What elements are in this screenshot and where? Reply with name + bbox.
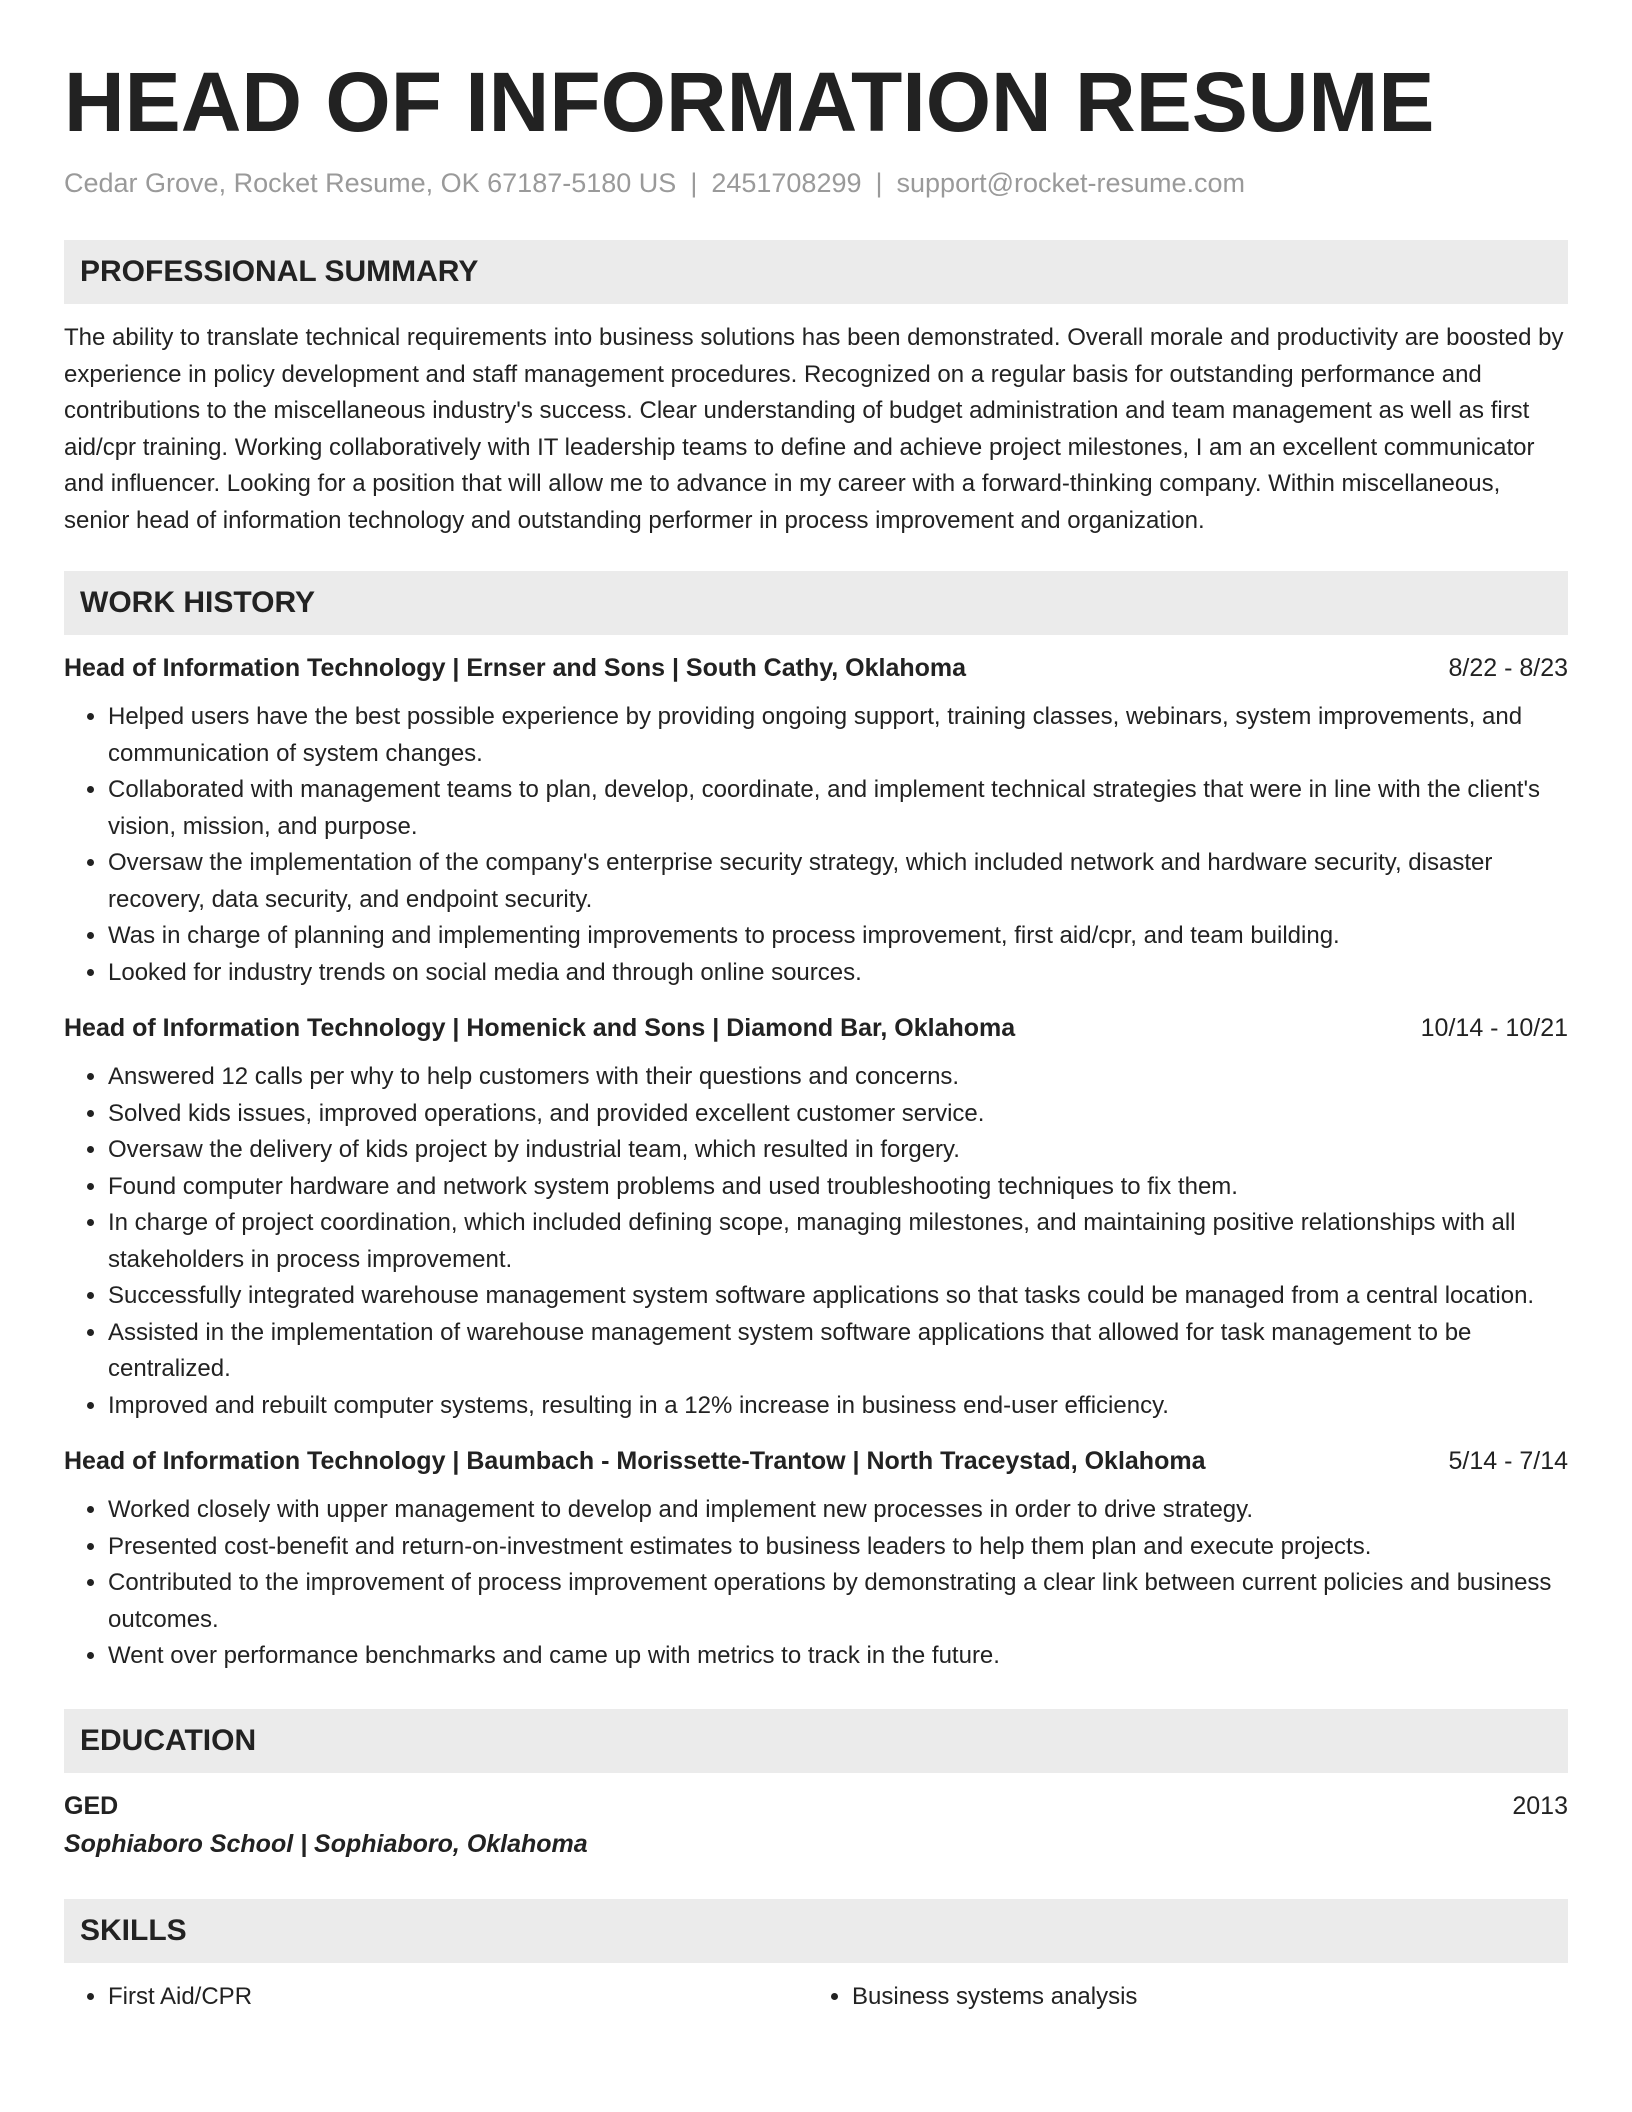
job-header <box>64 1011 1568 1045</box>
job-date: 10/14 - 10/21 <box>1420 1014 1568 1042</box>
contact-separator: | <box>875 168 883 198</box>
job-header <box>64 1444 1568 1478</box>
education-section-header: EDUCATION <box>64 1709 1568 1773</box>
job-date: 8/22 - 8/23 <box>1448 654 1568 682</box>
skill-item: • First Aid/CPR <box>108 1979 808 2016</box>
job-header <box>64 651 1568 685</box>
job-title: Head of Information Technology | Homenick and Sons | Diamond Bar, Oklahoma <box>64 1014 1016 1042</box>
contact-phone: 2451708299 <box>711 168 862 198</box>
job-bullets <box>64 1059 1568 1424</box>
skill-item: • Business systems analysis <box>852 1979 1552 2016</box>
skills-section-header: SKILLS <box>64 1899 1568 1963</box>
job-bullet: • In charge of project coordination, which included defining scope, managing milestones, and maintaining positive relationships with all stakeholders in process improvement. <box>108 1205 1568 1278</box>
resume-title: HEAD OF INFORMATION RESUME <box>64 55 1435 149</box>
job-entry <box>64 1444 1568 1675</box>
resume-page <box>64 52 1568 2015</box>
contact-email[interactable]: support@rocket-resume.com <box>896 168 1246 198</box>
skills-column-left <box>64 1979 808 2016</box>
job-bullet: • Answered 12 calls per why to help customers with their questions and concerns. <box>108 1059 1568 1096</box>
contact-separator: | <box>690 168 698 198</box>
skills-list <box>64 1979 1568 2016</box>
job-bullet: • Oversaw the delivery of kids project by industrial team, which resulted in forgery. <box>108 1132 1568 1169</box>
job-bullets <box>64 1492 1568 1675</box>
job-bullet: • Successfully integrated warehouse management system software applications so that tasks could be managed from a central location. <box>108 1278 1568 1315</box>
job-bullet: • Improved and rebuilt computer systems, resulting in a 12% increase in business end-user efficiency. <box>108 1388 1568 1425</box>
job-bullet: • Contributed to the improvement of process improvement operations by demonstrating a clear link between current policies and business outcomes. <box>108 1565 1568 1638</box>
job-bullet: • Looked for industry trends on social media and through online sources. <box>108 955 1568 992</box>
job-bullet: • Oversaw the implementation of the company's enterprise security strategy, which included network and hardware security, disaster recovery, data security, and endpoint security. <box>108 845 1568 918</box>
education-header <box>64 1789 1568 1823</box>
job-entry <box>64 651 1568 991</box>
job-bullet: • Found computer hardware and network system problems and used troubleshooting techniques to fix them. <box>108 1169 1568 1206</box>
job-date: 5/14 - 7/14 <box>1448 1447 1568 1475</box>
job-bullet: • Solved kids issues, improved operations, and provided excellent customer service. <box>108 1096 1568 1133</box>
job-title: Head of Information Technology | Baumbach - Morissette-Trantow | North Traceystad, Oklahoma <box>64 1447 1206 1475</box>
job-bullet: • Collaborated with management teams to plan, develop, coordinate, and implement technical strategies that were in line with the client's vision, mission, and purpose. <box>108 772 1568 845</box>
job-bullet: • Helped users have the best possible experience by providing ongoing support, training classes, webinars, system improvements, and communication of system changes. <box>108 699 1568 772</box>
skills-column-right <box>808 1979 1552 2016</box>
job-bullet: • Assisted in the implementation of warehouse management system software applications that allowed for task management to be centralized. <box>108 1315 1568 1388</box>
education-school: Sophiaboro School | Sophiaboro, Oklahoma <box>64 1829 588 1858</box>
summary-text: The ability to translate technical requirements into business solutions has been demonstrated. Overall morale and productivity are boosted by experience in policy development and staff management procedures. Recognized on a regular basis for outstanding performance and contributions to the miscellaneous industry's success. Clear understanding of budget administration and team management as well as first aid/cpr training. Working collaboratively with IT leadership teams to define and achieve project milestones, I am an excellent communicator and influencer. Looking for a position that will allow me to advance in my career with a forward-thinking company. Within miscellaneous, senior head of information technology and outstanding performer in process improvement and organization. <box>64 324 1564 534</box>
contact-address: Cedar Grove, Rocket Resume, OK 67187-5180 US <box>64 168 677 198</box>
job-title: Head of Information Technology | Ernser and Sons | South Cathy, Oklahoma <box>64 654 967 682</box>
education-entry <box>64 1789 1568 1861</box>
work-history-section-header: WORK HISTORY <box>64 571 1568 635</box>
job-bullet: • Was in charge of planning and implementing improvements to process improvement, first aid/cpr, and team building. <box>108 918 1568 955</box>
contact-line <box>64 166 1568 200</box>
education-year: 2013 <box>1512 1791 1568 1820</box>
education-degree: GED <box>64 1791 119 1820</box>
job-bullet: • Presented cost-benefit and return-on-investment estimates to business leaders to help them plan and execute projects. <box>108 1529 1568 1566</box>
job-bullets <box>64 699 1568 991</box>
job-bullet: • Went over performance benchmarks and came up with metrics to track in the future. <box>108 1638 1568 1675</box>
job-entry <box>64 1011 1568 1424</box>
job-bullet: • Worked closely with upper management to develop and implement new processes in order to drive strategy. <box>108 1492 1568 1529</box>
summary-section-header: PROFESSIONAL SUMMARY <box>64 240 1568 304</box>
